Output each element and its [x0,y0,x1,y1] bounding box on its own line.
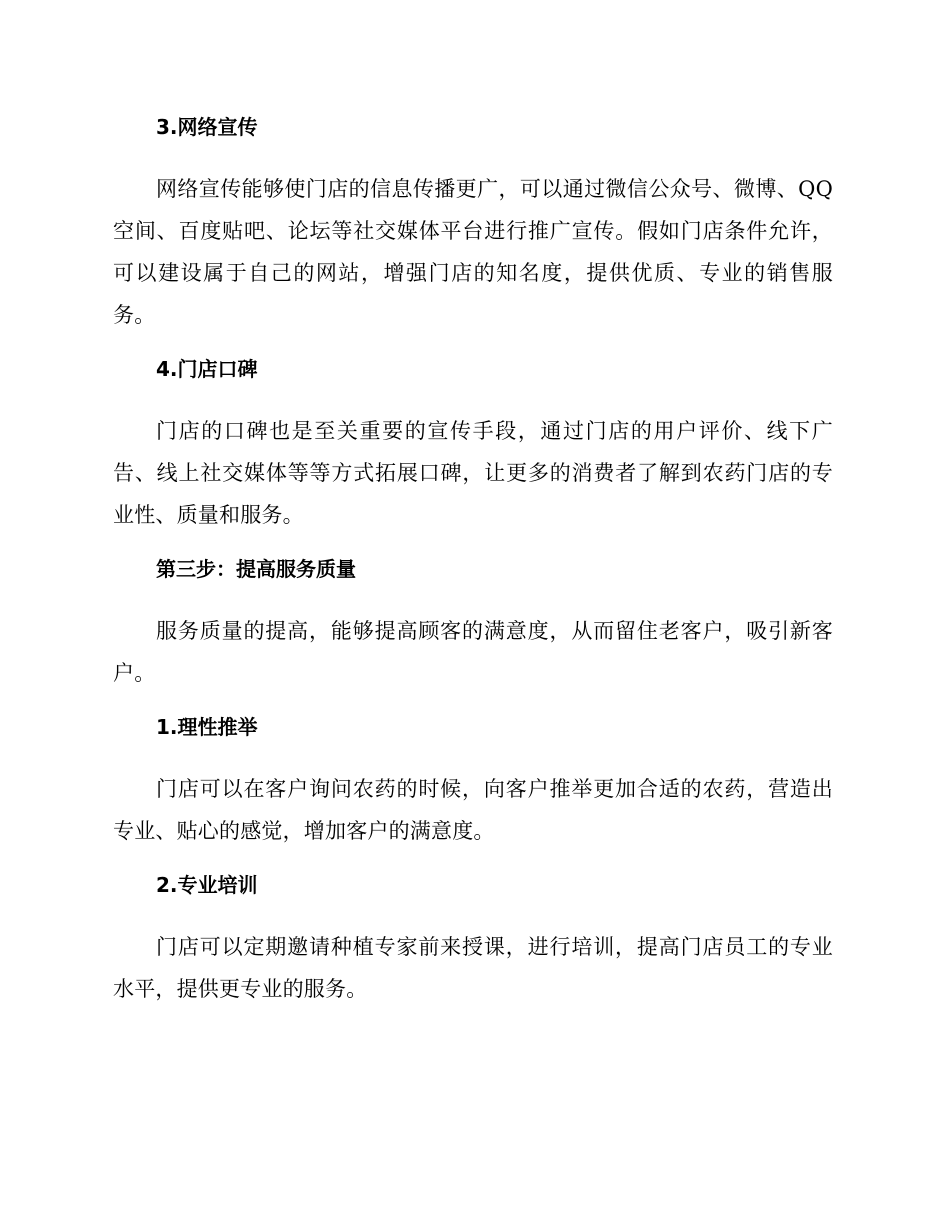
paragraph-step-three: 服务质量的提高，能够提高顾客的满意度，从而留住老客户，吸引新客户。 [113,619,833,685]
section-heading-store-reputation: 4.门店口碑 [156,357,258,381]
section-heading-network-promotion: 3.网络宣传 [156,115,258,139]
paragraph-rational-recommendation: 门店可以在客户询问农药的时候，向客户推举更加合适的农药，营造出专业、贴心的感觉，增加客户的满意度。 [113,777,833,843]
paragraph-store-reputation: 门店的口碑也是至关重要的宣传手段，通过门店的用户评价、线下广告、线上社交媒体等等方式拓展口碑，让更多的消费者了解到农药门店的专业性、质量和服务。 [113,419,833,527]
paragraph-professional-training: 门店可以定期邀请种植专家前来授课，进行培训，提高门店员工的专业水平，提供更专业的服务。 [113,935,833,1001]
paragraph-network-promotion: 网络宣传能够使门店的信息传播更广，可以通过微信公众号、微博、QQ空间、百度贴吧、论坛等社交媒体平台进行推广宣传。假如门店条件允许，可以建设属于自己的网站，增强门店的知名度，提供优质、专业的销售服务。 [113,177,833,327]
document-body [113,104,833,1020]
section-heading-professional-training: 2.专业培训 [156,873,258,897]
section-heading-rational-recommendation: 1.理性推举 [156,715,258,739]
section-heading-step-three: 第三步：提高服务质量 [156,557,356,581]
